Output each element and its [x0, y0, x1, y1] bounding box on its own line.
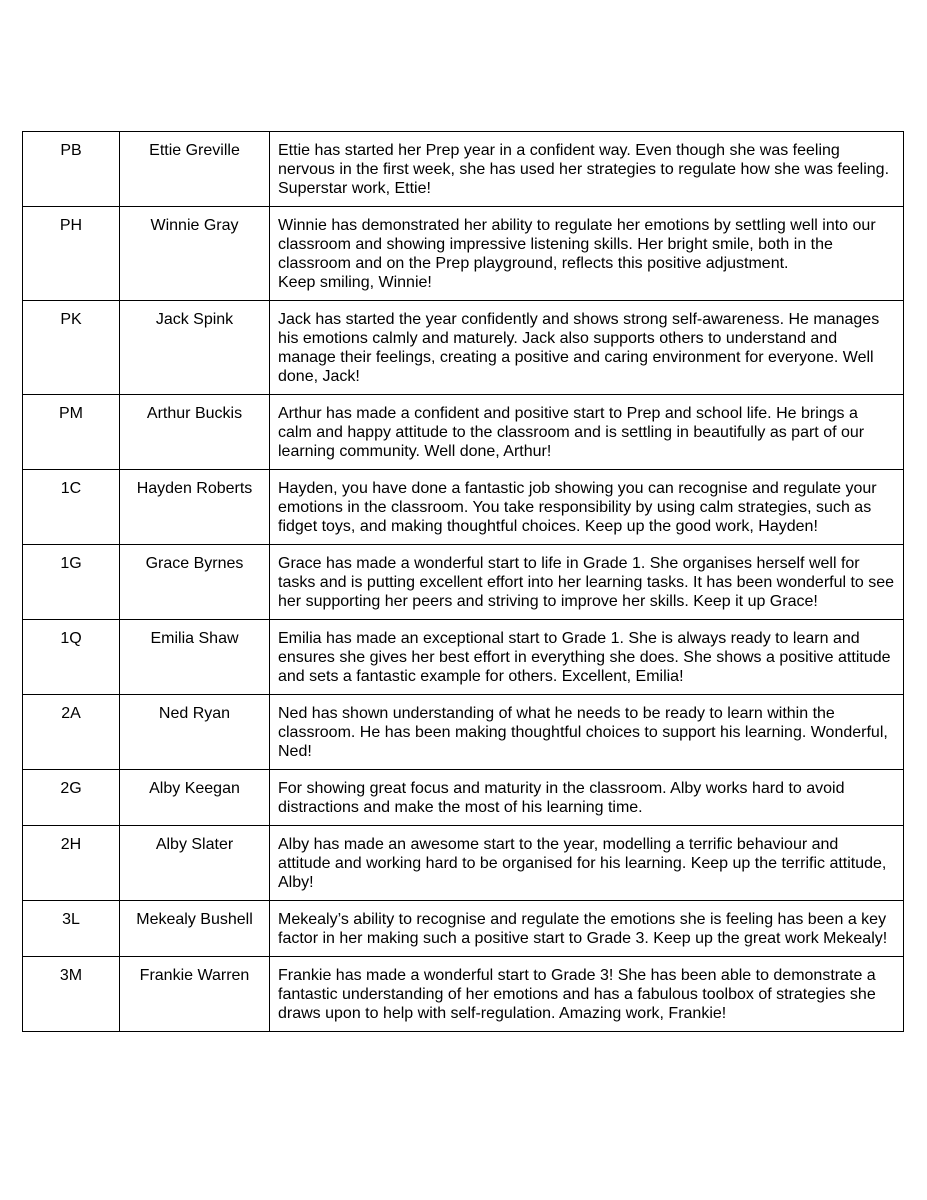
student-name-cell: Mekealy Bushell: [120, 901, 270, 957]
comment-cell: For showing great focus and maturity in the classroom. Alby works hard to avoid distractions and make the most of his learning time.: [270, 770, 904, 826]
student-name-cell: Ettie Greville: [120, 132, 270, 207]
comment-cell: Ettie has started her Prep year in a confident way. Even though she was feeling nervous in the first week, she has used her strategies to regulate how she was feeling. Superstar work, Ettie!: [270, 132, 904, 207]
class-cell: 2H: [23, 826, 120, 901]
comment-cell: Jack has started the year confidently and shows strong self-awareness. He manages his emotions calmly and maturely. Jack also supports others to understand and manage their feelings, creating a positive and caring environment for everyone. Well done, Jack!: [270, 301, 904, 395]
comment-cell: Emilia has made an exceptional start to Grade 1. She is always ready to learn and ensures she gives her best effort in everything she does. She shows a positive attitude and sets a fantastic example for others. Excellent, Emilia!: [270, 620, 904, 695]
class-cell: 1C: [23, 470, 120, 545]
class-cell: 2G: [23, 770, 120, 826]
table-row: [23, 620, 904, 695]
student-name-cell: Frankie Warren: [120, 957, 270, 1032]
table-row: [23, 545, 904, 620]
table-row: [23, 957, 904, 1032]
class-cell: 3L: [23, 901, 120, 957]
table-row: [23, 207, 904, 301]
student-name-cell: Ned Ryan: [120, 695, 270, 770]
student-name-cell: Winnie Gray: [120, 207, 270, 301]
comment-cell: Winnie has demonstrated her ability to regulate her emotions by settling well into our classroom and showing impressive listening skills. Her bright smile, both in the classroom and on the Prep playground, reflects this positive adjustment. Keep smiling, Winnie!: [270, 207, 904, 301]
student-name-cell: Alby Keegan: [120, 770, 270, 826]
comment-cell: Arthur has made a confident and positive start to Prep and school life. He brings a calm and happy attitude to the classroom and is settling in beautifully as part of our learning community. Well done, Arthur!: [270, 395, 904, 470]
table-row: [23, 395, 904, 470]
class-cell: PH: [23, 207, 120, 301]
class-cell: 3M: [23, 957, 120, 1032]
table-row: [23, 695, 904, 770]
student-name-cell: Jack Spink: [120, 301, 270, 395]
comment-cell: Grace has made a wonderful start to life in Grade 1. She organises herself well for tasks and is putting excellent effort into her learning tasks. It has been wonderful to see her supporting her peers and striving to improve her skills. Keep it up Grace!: [270, 545, 904, 620]
class-cell: 2A: [23, 695, 120, 770]
class-cell: PK: [23, 301, 120, 395]
class-cell: PB: [23, 132, 120, 207]
comment-cell: Frankie has made a wonderful start to Grade 3! She has been able to demonstrate a fantastic understanding of her emotions and has a fabulous toolbox of strategies she draws upon to help with self-regulation. Amazing work, Frankie!: [270, 957, 904, 1032]
table-row: [23, 901, 904, 957]
table-row: [23, 301, 904, 395]
comment-cell: Ned has shown understanding of what he needs to be ready to learn within the classroom. He has been making thoughtful choices to support his learning. Wonderful, Ned!: [270, 695, 904, 770]
student-name-cell: Grace Byrnes: [120, 545, 270, 620]
comment-cell: Alby has made an awesome start to the year, modelling a terrific behaviour and attitude and working hard to be organised for his learning. Keep up the terrific attitude, Alby!: [270, 826, 904, 901]
table-row: [23, 770, 904, 826]
student-name-cell: Hayden Roberts: [120, 470, 270, 545]
table-row: [23, 132, 904, 207]
class-cell: 1Q: [23, 620, 120, 695]
class-cell: PM: [23, 395, 120, 470]
student-name-cell: Emilia Shaw: [120, 620, 270, 695]
student-name-cell: Arthur Buckis: [120, 395, 270, 470]
student-name-cell: Alby Slater: [120, 826, 270, 901]
awards-table: [22, 131, 904, 1032]
table-row: [23, 826, 904, 901]
table-row: [23, 470, 904, 545]
class-cell: 1G: [23, 545, 120, 620]
comment-cell: Mekealy’s ability to recognise and regulate the emotions she is feeling has been a key factor in her making such a positive start to Grade 3. Keep up the great work Mekealy!: [270, 901, 904, 957]
comment-cell: Hayden, you have done a fantastic job showing you can recognise and regulate your emotions in the classroom. You take responsibility by using calm strategies, such as fidget toys, and making thoughtful choices. Keep up the good work, Hayden!: [270, 470, 904, 545]
